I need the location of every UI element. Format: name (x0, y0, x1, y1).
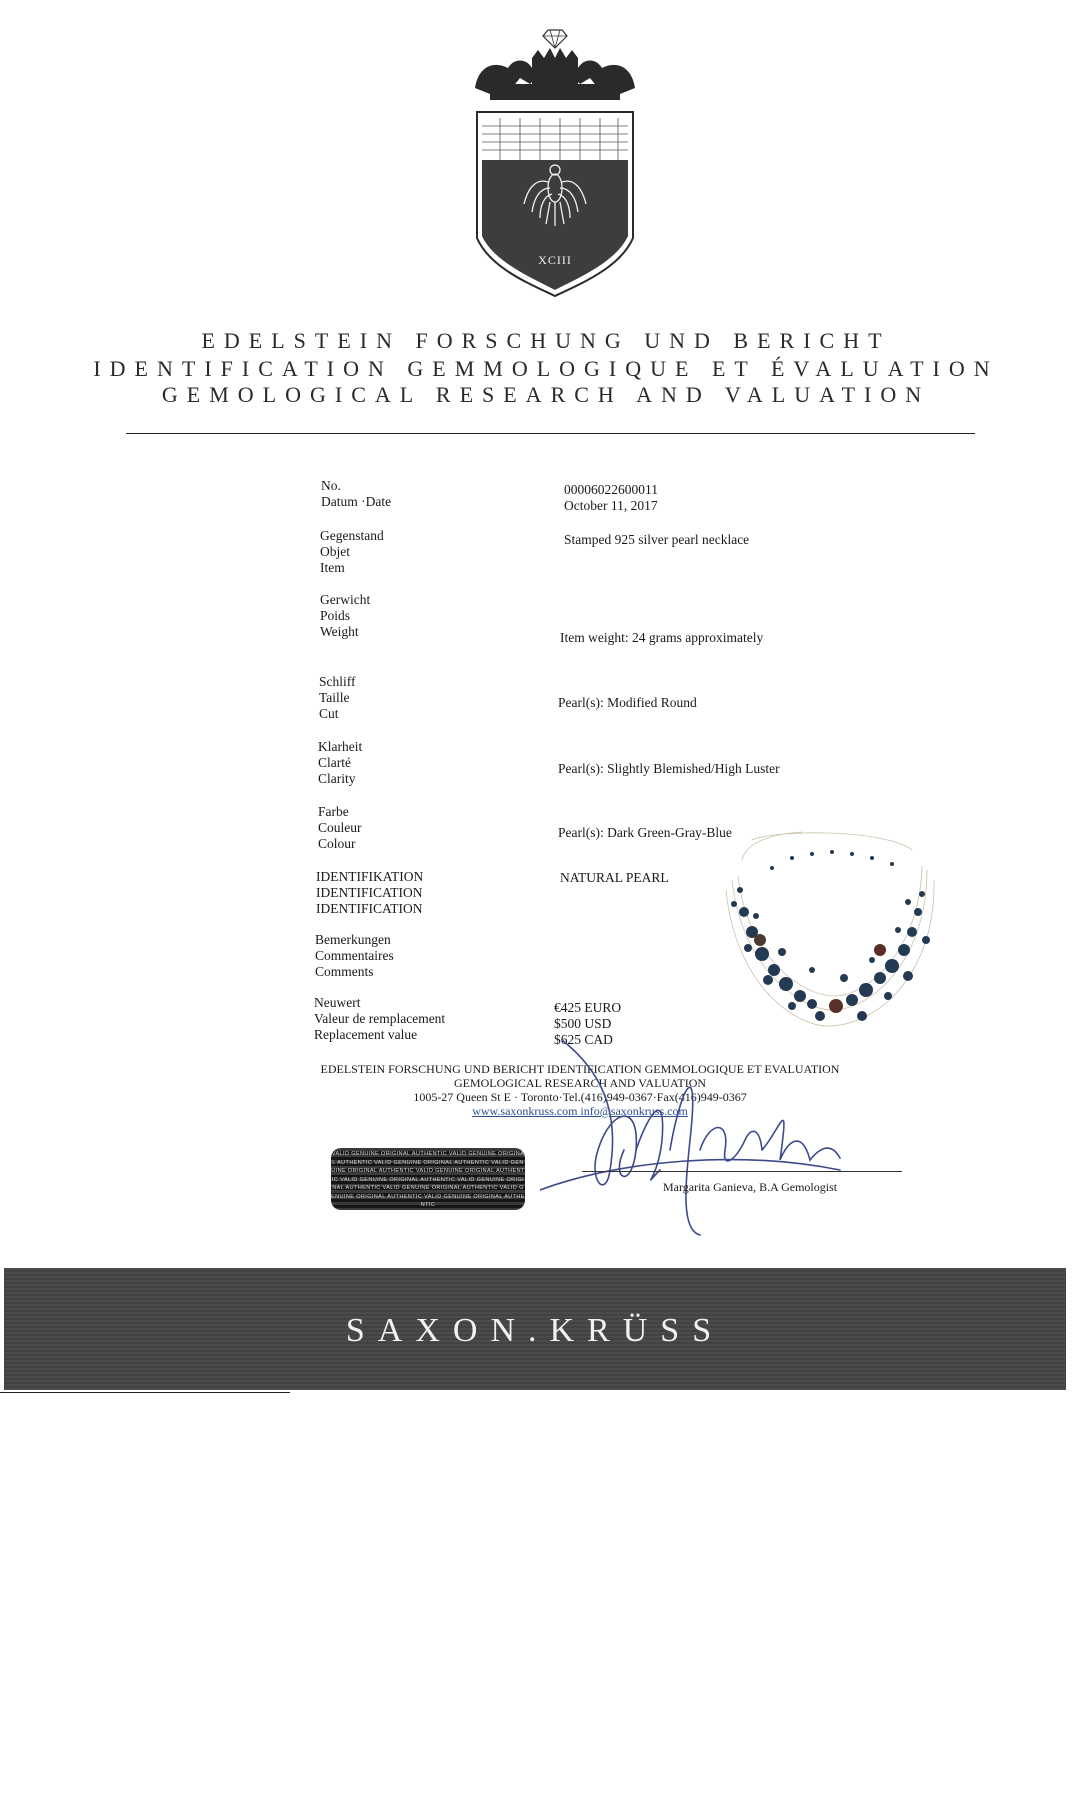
label-weight: Gerwicht Poids Weight (320, 592, 371, 639)
pearl (807, 999, 817, 1009)
pearl (874, 972, 886, 984)
label-replacement-value: Neuwert Valeur de remplacement Replacement value (314, 995, 446, 1042)
crest-numeral: XCIII (538, 253, 572, 267)
pearl (895, 927, 901, 933)
pearl (919, 891, 925, 897)
pearl (810, 852, 814, 856)
pearl (898, 944, 910, 956)
necklace-photo (712, 820, 944, 1040)
footer-line-2: GEMOLOGICAL RESEARCH AND VALUATION (453, 1076, 707, 1090)
pearl (890, 862, 894, 866)
label-comments: Bemerkungen Commentaires Comments (315, 932, 394, 979)
pearl (885, 959, 899, 973)
label-item: Gegenstand Objet Item (320, 528, 384, 575)
value-usd: $500 USD (554, 1016, 612, 1031)
pearl (859, 983, 873, 997)
label-identification: IDENTIFIKATION IDENTIFICATION IDENTIFICATION (316, 869, 424, 916)
label-colour: Farbe Couleur Colour (318, 804, 362, 851)
pearl (905, 899, 911, 905)
pearl (763, 975, 773, 985)
pearl (846, 994, 858, 1006)
pearl (770, 866, 774, 870)
pearl (790, 856, 794, 860)
pearl (755, 947, 769, 961)
crest-logo (470, 28, 640, 298)
scan-edge-line (0, 1392, 290, 1393)
footer-line-1: EDELSTEIN FORSCHUNG UND BERICHT IDENTIFICATION GEMMOLOGIQUE ET EVALUATION (320, 1062, 840, 1076)
label-clarity: Klarheit Clarté Clarity (318, 739, 363, 786)
value-number-date (564, 482, 658, 514)
pearl (870, 856, 874, 860)
value-cad: $625 CAD (554, 1032, 613, 1047)
footer-address: 1005-27 Queen St E · Toronto·Tel.(416)949-0367·Fax(416)949-0367 (413, 1090, 747, 1104)
pearl (884, 992, 892, 1000)
pearl (914, 908, 922, 916)
authenticity-hologram (331, 1148, 525, 1210)
pearl (788, 1002, 796, 1010)
certificate-number: 00006022600011 (564, 482, 658, 497)
pearl (768, 964, 780, 976)
signature (540, 1030, 920, 1240)
signer-name: Margarita Ganieva, B.A Gemologist (663, 1180, 838, 1194)
heading-french: IDENTIFICATION GEMMOLOGIQUE ET ÉVALUATION (93, 356, 999, 381)
value-item: Stamped 925 silver pearl necklace (564, 532, 750, 547)
pearl (830, 850, 834, 854)
brand-banner (4, 1268, 1066, 1390)
pearl (922, 936, 930, 944)
label-cut: Schliff Taille Cut (319, 674, 356, 721)
pearl (753, 913, 759, 919)
brand-name: SAXON.KRÜSS (345, 1312, 725, 1349)
hologram-text: VALID GENUINE ORIGINAL AUTHENTIC VALID GENUINE ORIGINAL AUTHENTIC VALID GENUINE ORIGINAL AUTHENTIC VALID GENUINE ORIGINAL AUTHENTIC VALID GENUINE ORIGINAL AUTHENTIC VALID GENUINE ORIGINAL AUTHENTIC VALID GENUINE ORIGINAL AUTHENTIC VALID GENUINE ORIGINAL AUTHENTIC VALID GENUINE ORIGINAL AUTHENTIC VALID GENUINE ORIGINAL AUTHENTIC (331, 1151, 525, 1208)
value-colour: Pearl(s): Dark Green-Gray-Blue (558, 825, 732, 840)
pearl (744, 944, 752, 952)
signature-line (582, 1171, 902, 1172)
pearl (857, 1011, 867, 1021)
pearl (840, 974, 848, 982)
header-divider (126, 433, 975, 434)
label-number: No. Datum ·Date (321, 478, 392, 509)
heading-english: GEMOLOGICAL RESEARCH AND VALUATION (161, 382, 931, 407)
value-euro: €425 EURO (554, 1000, 622, 1015)
pearl (737, 887, 743, 893)
value-clarity: Pearl(s): Slightly Blemished/High Luster (558, 761, 780, 776)
heading-german: EDELSTEIN FORSCHUNG UND BERICHT (201, 328, 891, 353)
pearl (731, 901, 737, 907)
pearl (779, 977, 793, 991)
pearl (907, 927, 917, 937)
pearl (739, 907, 749, 917)
pearl (903, 971, 913, 981)
pearl (815, 1011, 825, 1021)
pearl (809, 967, 815, 973)
pearl (778, 948, 786, 956)
value-identification: NATURAL PEARL (560, 870, 669, 885)
pearl (850, 852, 854, 856)
value-weight: Item weight: 24 grams approximately (560, 630, 764, 645)
pearl (869, 957, 875, 963)
certificate-date: October 11, 2017 (564, 498, 658, 513)
value-cut: Pearl(s): Modified Round (558, 695, 697, 710)
pearl (794, 990, 806, 1002)
footer-links[interactable]: www.saxonkruss.com info@saxonkruss.com (472, 1104, 688, 1118)
